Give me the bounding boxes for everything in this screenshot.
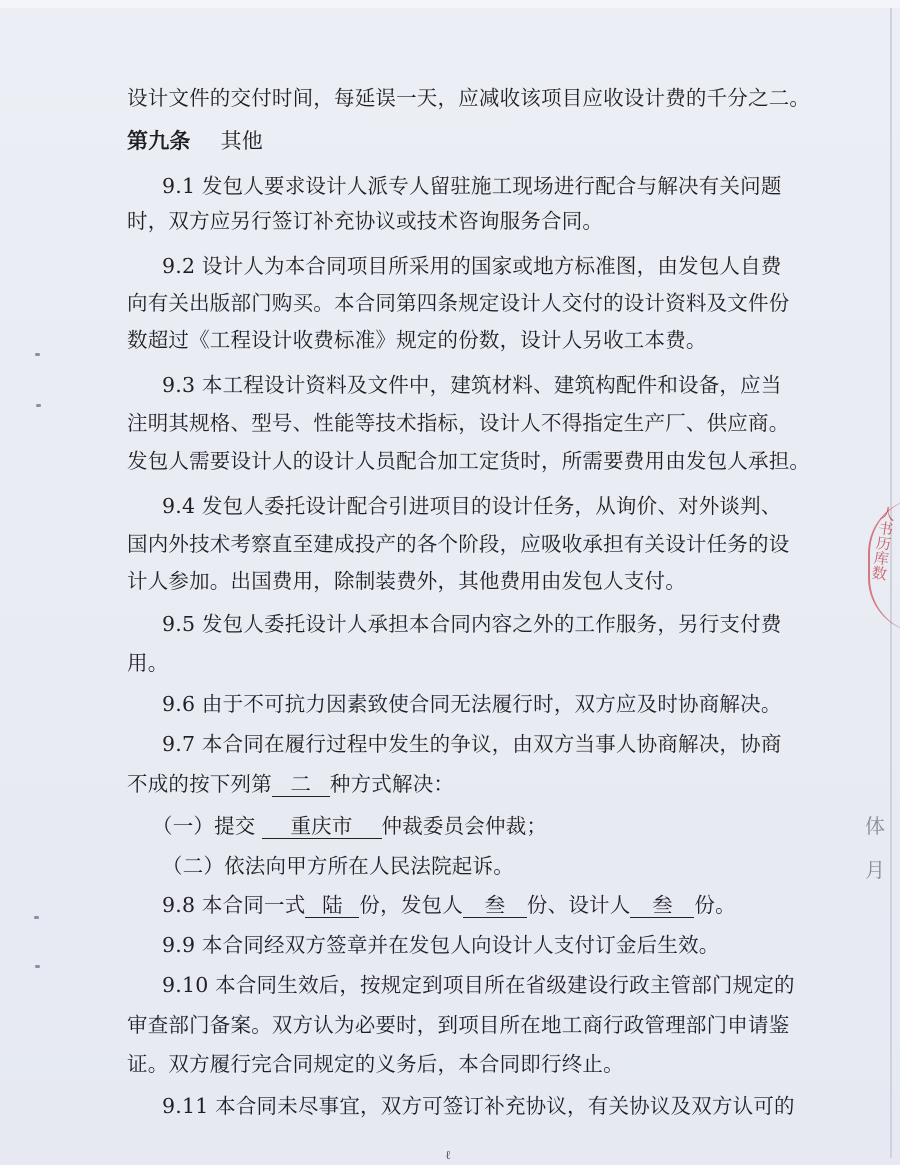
margin-text-fragment: 月 — [865, 858, 885, 882]
scan-speck — [34, 916, 39, 919]
page-number-mark: ℓ — [445, 1148, 451, 1162]
scan-speck — [36, 404, 41, 407]
article-title: 其他 — [220, 129, 264, 153]
clause-9-7-line-1: 9.7 本合同在履行过程中发生的争议，由双方当事人协商解决，协商 — [162, 732, 782, 756]
clause-9-5-line-1: 9.5 发包人委托设计人承担本合同内容之外的工作服务，另行支付费 — [162, 612, 782, 636]
clause-9-2-line-2: 向有关出版部门购买。本合同第四条规定设计人交付的设计资料及文件份 — [127, 291, 790, 315]
text-run: 仲裁委员会仲裁； — [381, 814, 548, 838]
text-run: 不成的按下列第 — [127, 772, 272, 796]
dispute-option-1 — [152, 812, 812, 840]
copies-designer-fill: 叁 — [630, 893, 694, 918]
clause-9-4-line-1: 9.4 发包人委托设计配合引进项目的设计任务，从询价、对外谈判、 — [162, 494, 782, 518]
text-run: 份、设计人 — [526, 893, 631, 917]
dispute-option-2: （二）依法向甲方所在人民法院起诉。 — [162, 854, 514, 878]
seal-stamp-text: 人书历库数 — [868, 504, 898, 582]
clause-9-7-line-2 — [127, 770, 787, 798]
margin-text-fragment: 体 — [865, 814, 885, 838]
clause-9-6: 9.6 由于不可抗力因素致使合同无法履行时，双方应及时协商解决。 — [162, 692, 782, 716]
clause-9-2-line-1: 9.2 设计人为本合同项目所采用的国家或地方标准图，由发包人自费 — [162, 254, 782, 278]
clause-9-3-line-3: 发包人需要设计人的设计人员配合加工定货时，所需要费用由发包人承担。 — [127, 449, 811, 473]
clause-9-2-line-3: 数超过《工程设计收费标准》规定的份数，设计人另收工本费。 — [127, 328, 707, 352]
clause-9-4-line-2: 国内外技术考察直至建成投产的各个阶段，应吸收承担有关设计任务的设 — [127, 532, 790, 556]
clause-9-1-line-1: 9.1 发包人要求设计人派专人留驻施工现场进行配合与解决有关问题 — [162, 174, 782, 198]
clause-9-10-line-2: 审查部门备案。双方认为必要时，到项目所在地工商行政管理部门申请鉴 — [127, 1013, 790, 1037]
clause-9-8 — [162, 891, 787, 919]
copies-total-fill: 陆 — [305, 893, 359, 918]
text-run: （一）提交 — [152, 814, 256, 838]
clause-9-11-line-1: 9.11 本合同未尽事宜，双方可签订补充协议，有关协议及双方认可的 — [162, 1094, 795, 1118]
scan-speck — [35, 965, 40, 968]
copies-employer-fill: 叁 — [463, 893, 527, 918]
clause-9-4-line-3: 计人参加。出国费用，除制装费外，其他费用由发包人支付。 — [127, 569, 686, 593]
clause-9-10-line-3: 证。双方履行完合同规定的义务后，本合同即行终止。 — [127, 1052, 624, 1076]
article-number: 第九条 — [127, 128, 191, 153]
clause-9-5-line-2: 用。 — [127, 651, 169, 675]
text-line-1: 设计文件的交付时间，每延误一天，应减收该项目应收设计费的千分之二。 — [127, 86, 811, 110]
dispute-method-fill: 二 — [272, 772, 330, 797]
scan-speck — [35, 353, 40, 356]
clause-9-10-line-1: 9.10 本合同生效后，按规定到项目所在省级建设行政主管部门规定的 — [162, 973, 795, 997]
clause-9-3-line-1: 9.3 本工程设计资料及文件中，建筑材料、建筑构配件和设备，应当 — [162, 373, 782, 397]
text-run: 份。 — [694, 893, 736, 917]
clause-9-3-line-2: 注明其规格、型号、性能等技术指标，设计人不得指定生产厂、供应商。 — [127, 411, 790, 435]
text-run: 9.8 本合同一式 — [162, 893, 306, 917]
scan-edge-top — [0, 0, 900, 8]
clause-9-9: 9.9 本合同经双方签章并在发包人向设计人支付订金后生效。 — [162, 933, 720, 957]
article-heading — [127, 127, 787, 155]
clause-9-1-line-2: 时，双方应另行签订补充协议或技术咨询服务合同。 — [127, 209, 604, 233]
arbitration-city-fill: 重庆市 — [262, 814, 382, 839]
text-run: 种方式解决： — [329, 772, 455, 796]
text-run: 份，发包人 — [359, 893, 463, 917]
